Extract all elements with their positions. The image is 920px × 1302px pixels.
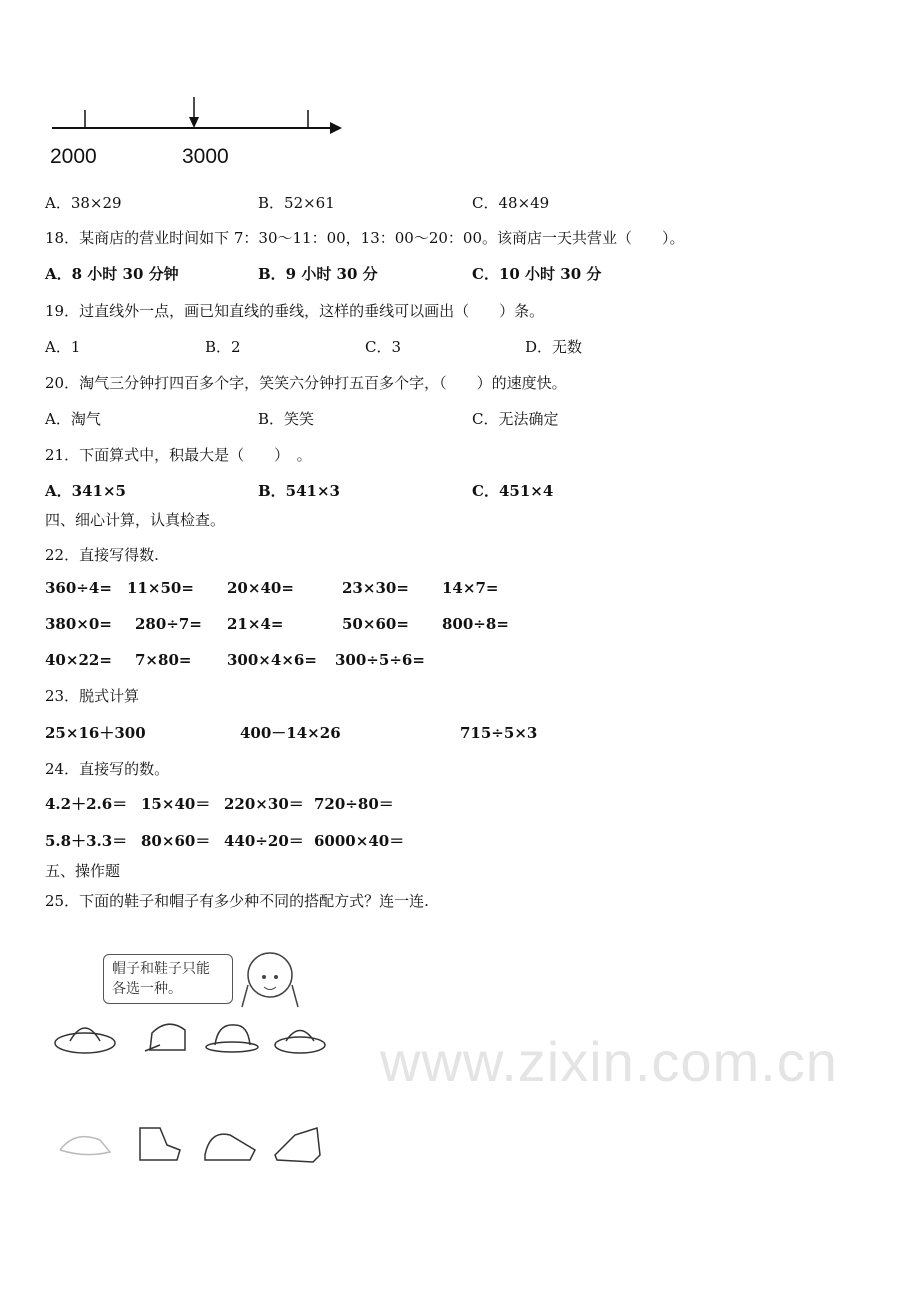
expression: 20×40= [227,579,294,597]
hats-illustration [50,1015,330,1065]
expression: 25×16＋300 [45,724,146,742]
option: A．1 [45,338,81,356]
expression: 14×7= [442,579,499,597]
expression: 6000×40＝ [314,832,405,850]
expression: 4.2＋2.6＝ [45,795,128,813]
question-18: 18．某商店的营业时间如下 7：30～11：00，13：00～20：00。该商店一天共营业（ ）。 [45,229,685,247]
option: C．3 [365,338,402,356]
question-24: 24．直接写的数。 [45,760,170,778]
expression: 300÷5÷6= [335,651,425,669]
expression: 21×4= [227,615,284,633]
option: A．淘气 [45,410,101,428]
girl-illustration [240,945,305,1015]
shoes-illustration [55,1120,330,1165]
expression: 360÷4= [45,579,112,597]
section-heading: 四、细心计算，认真检查。 [45,511,226,529]
expression: 7×80= [135,651,192,669]
option: A．38×29 [45,194,122,212]
speech-bubble [103,954,233,1004]
question-19: 19．过直线外一点，画已知直线的垂线，这样的垂线可以画出（ ）条。 [45,302,545,320]
expression: 50×60= [342,615,409,633]
section-heading: 五、操作题 [45,862,121,880]
question-21: 21．下面算式中，积最大是（ ） 。 [45,446,312,464]
expression: 220×30＝ [224,795,304,813]
expression: 715÷5×3 [460,724,538,742]
option: C．无法确定 [472,410,559,428]
bubble-line: 各选一种。 [112,981,182,997]
option: B．541×3 [258,482,340,500]
bubble-line: 帽子和鞋子只能 [112,961,210,977]
expression: 40×22= [45,651,112,669]
expression: 300×4×6= [227,651,317,669]
question-20: 20．淘气三分钟打四百多个字，笑笑六分钟打五百多个字，（ ）的速度快。 [45,374,567,392]
expression: 380×0= [45,615,112,633]
option: B．2 [205,338,241,356]
option: B．笑笑 [258,410,315,428]
numberline-label: 3000 [182,145,229,168]
option: C．451×4 [472,482,554,500]
option: B．52×61 [258,194,335,212]
expression: 5.8＋3.3＝ [45,832,128,850]
option: C．10 小时 30 分 [472,265,602,283]
option: A．341×5 [45,482,126,500]
expression: 400－14×26 [240,724,341,742]
expression: 720÷80＝ [314,795,394,813]
option: D．无数 [525,338,583,356]
expression: 80×60＝ [141,832,211,850]
option: B．9 小时 30 分 [258,265,378,283]
expression: 800÷8= [442,615,509,633]
watermark: www.zixin.com.cn [380,1030,838,1093]
option: A．8 小时 30 分钟 [45,265,179,283]
question-23: 23．脱式计算 [45,687,140,705]
expression: 280÷7= [135,615,202,633]
question-25: 25．下面的鞋子和帽子有多少种不同的搭配方式？连一连. [45,892,429,910]
expression: 15×40＝ [141,795,211,813]
option: C．48×49 [472,194,550,212]
numberline-label: 2000 [50,145,97,168]
number-line [50,95,350,140]
expression: 11×50= [127,579,194,597]
question-22: 22．直接写得数. [45,546,159,564]
expression: 440÷20＝ [224,832,304,850]
expression: 23×30= [342,579,409,597]
